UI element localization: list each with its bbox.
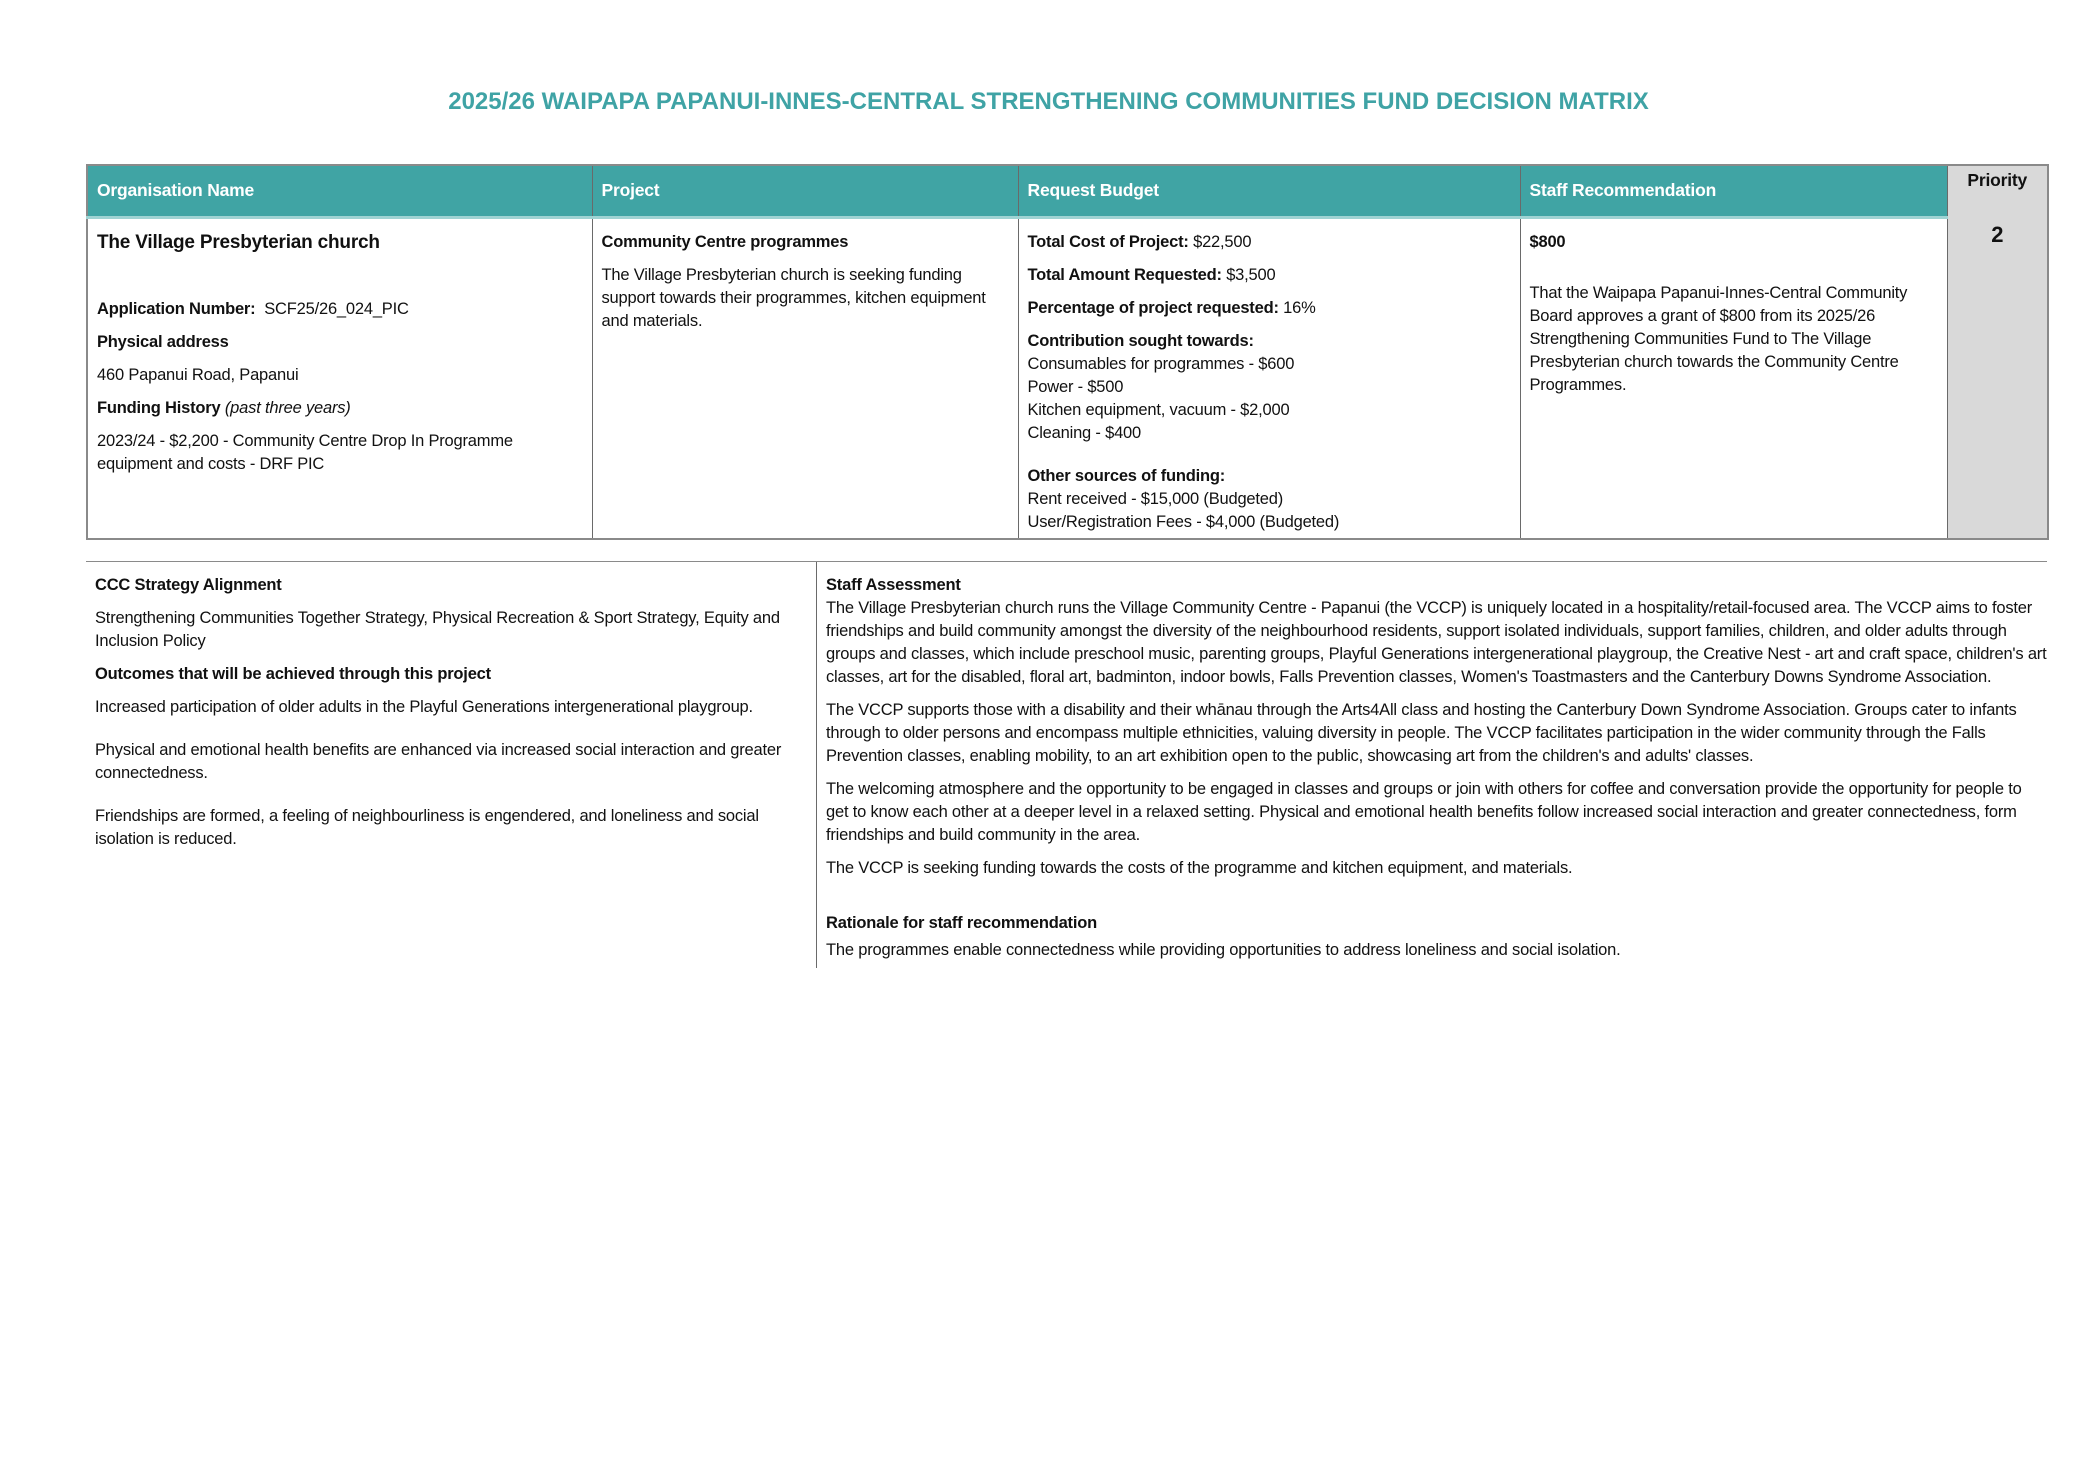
strategy-alignment-label: CCC Strategy Alignment [95, 576, 282, 594]
outcome-item: Physical and emotional health benefits are enhanced via increased social interaction and greater connectedness. [95, 741, 782, 782]
rationale-text: The programmes enable connectedness while providing opportunities to address loneliness and social isolation. [826, 941, 1621, 959]
staff-assessment-column [816, 562, 2048, 968]
header-organisation: Organisation Name [87, 165, 592, 217]
assessment-section [86, 561, 2047, 959]
page-title: 2025/26 WAIPAPA PAPANUI-INNES-CENTRAL STRENGTHENING COMMUNITIES FUND DECISION MATRIX [448, 88, 1649, 115]
outcome-item: Increased participation of older adults in the Playful Generations intergenerational playgroup. [95, 698, 753, 716]
assessment-paragraph: The VCCP is seeking funding towards the costs of the programme and kitchen equipment, and materials. [826, 859, 1573, 877]
project-cell [592, 217, 1018, 539]
decision-matrix-table [86, 164, 2049, 540]
strategy-alignment-text: Strengthening Communities Together Strategy, Physical Recreation & Sport Strategy, Equity and Inclusion Policy [95, 609, 780, 650]
header-staff-recommendation: Staff Recommendation [1520, 165, 1947, 217]
amount-requested: Total Amount Requested: $3,500 [1027, 265, 1276, 284]
application-number: Application Number: SCF25/26_024_PIC [97, 299, 409, 318]
percentage-requested: Percentage of project requested: 16% [1027, 298, 1316, 317]
organisation-cell [87, 217, 592, 539]
strategy-alignment-column [86, 574, 805, 861]
project-description: The Village Presbyterian church is seeking funding support towards their programmes, kitchen equipment and materials. [601, 265, 986, 330]
table-header-row [87, 165, 2048, 217]
header-request-budget: Request Budget [1018, 165, 1520, 217]
other-source-item: User/Registration Fees - $4,000 (Budgeted) [1027, 512, 1340, 531]
staff-assessment-label: Staff Assessment [826, 576, 961, 594]
contribution-item: Cleaning - $400 [1027, 423, 1141, 442]
funding-history-label: Funding History (past three years) [97, 398, 351, 417]
assessment-paragraph: The Village Presbyterian church runs the Village Community Centre - Papanui (the VCCP) is uniquely located in a hospitality/retail-focused area. The VCCP aims to foster friendships and build community amongst the diversity of the neighbourhood residents, support isolated individuals, support families, children, and older adults through groups and classes, which include preschool music, parenting groups, Playful Generations intergenerational playgroup, the Creative Nest - art and craft space, children's art classes, art for the disabled, floral art, badminton, indoor bowls, Falls Prevention classes, Women's Toastmasters and the Canterbury Downs Syndrome Association. [826, 599, 2047, 686]
header-project: Project [592, 165, 1018, 217]
contribution-label: Contribution sought towards: [1027, 331, 1254, 350]
project-name: Community Centre programmes [601, 232, 849, 251]
table-row [87, 217, 2048, 539]
recommended-amount: $800 [1529, 232, 1566, 251]
organisation-name: The Village Presbyterian church [97, 231, 380, 253]
contribution-item: Consumables for programmes - $600 [1027, 354, 1295, 373]
contribution-item: Power - $500 [1027, 377, 1124, 396]
recommendation-text: That the Waipapa Papanui-Innes-Central Community Board approves a grant of $800 from its 2025/26 Strengthening Communities Fund to The Village Presbyterian church towards the Community Centre Programmes. [1529, 283, 1908, 394]
other-sources-label: Other sources of funding: [1027, 466, 1226, 485]
total-cost: Total Cost of Project: $22,500 [1027, 232, 1252, 251]
recommendation-cell [1520, 217, 1947, 539]
address-label: Physical address [97, 332, 229, 351]
rationale-label: Rationale for staff recommendation [826, 914, 1097, 932]
header-priority: Priority [1947, 165, 2048, 217]
contribution-item: Kitchen equipment, vacuum - $2,000 [1027, 400, 1290, 419]
other-source-item: Rent received - $15,000 (Budgeted) [1027, 489, 1284, 508]
funding-history: 2023/24 - $2,200 - Community Centre Drop In Programme equipment and costs - DRF PIC [97, 431, 513, 473]
budget-cell [1018, 217, 1520, 539]
outcome-item: Friendships are formed, a feeling of neighbourliness is engendered, and loneliness and social isolation is reduced. [95, 807, 759, 848]
outcomes-label: Outcomes that will be achieved through this project [95, 665, 491, 683]
address: 460 Papanui Road, Papanui [97, 365, 299, 384]
assessment-paragraph: The welcoming atmosphere and the opportunity to be engaged in classes and groups or join with others for coffee and conversation provide the opportunity for people to get to know each other at a deeper level in a relaxed setting. Physical and emotional health benefits follow increased social interaction and greater connectedness, form friendships and build community in the area. [826, 780, 2022, 844]
priority-value: 2 [1947, 217, 2048, 539]
assessment-paragraph: The VCCP supports those with a disability and their whānau through the Arts4All class and hosting the Canterbury Down Syndrome Association. Groups cater to infants through to older persons and encompass multiple ethnicities, valuing diversity in people. The VCCP facilitates participation in the wider community through the Falls Prevention classes, enabling mobility, to an art exhibition open to the public, showcasing art from the children's and adults' classes. [826, 701, 2017, 765]
